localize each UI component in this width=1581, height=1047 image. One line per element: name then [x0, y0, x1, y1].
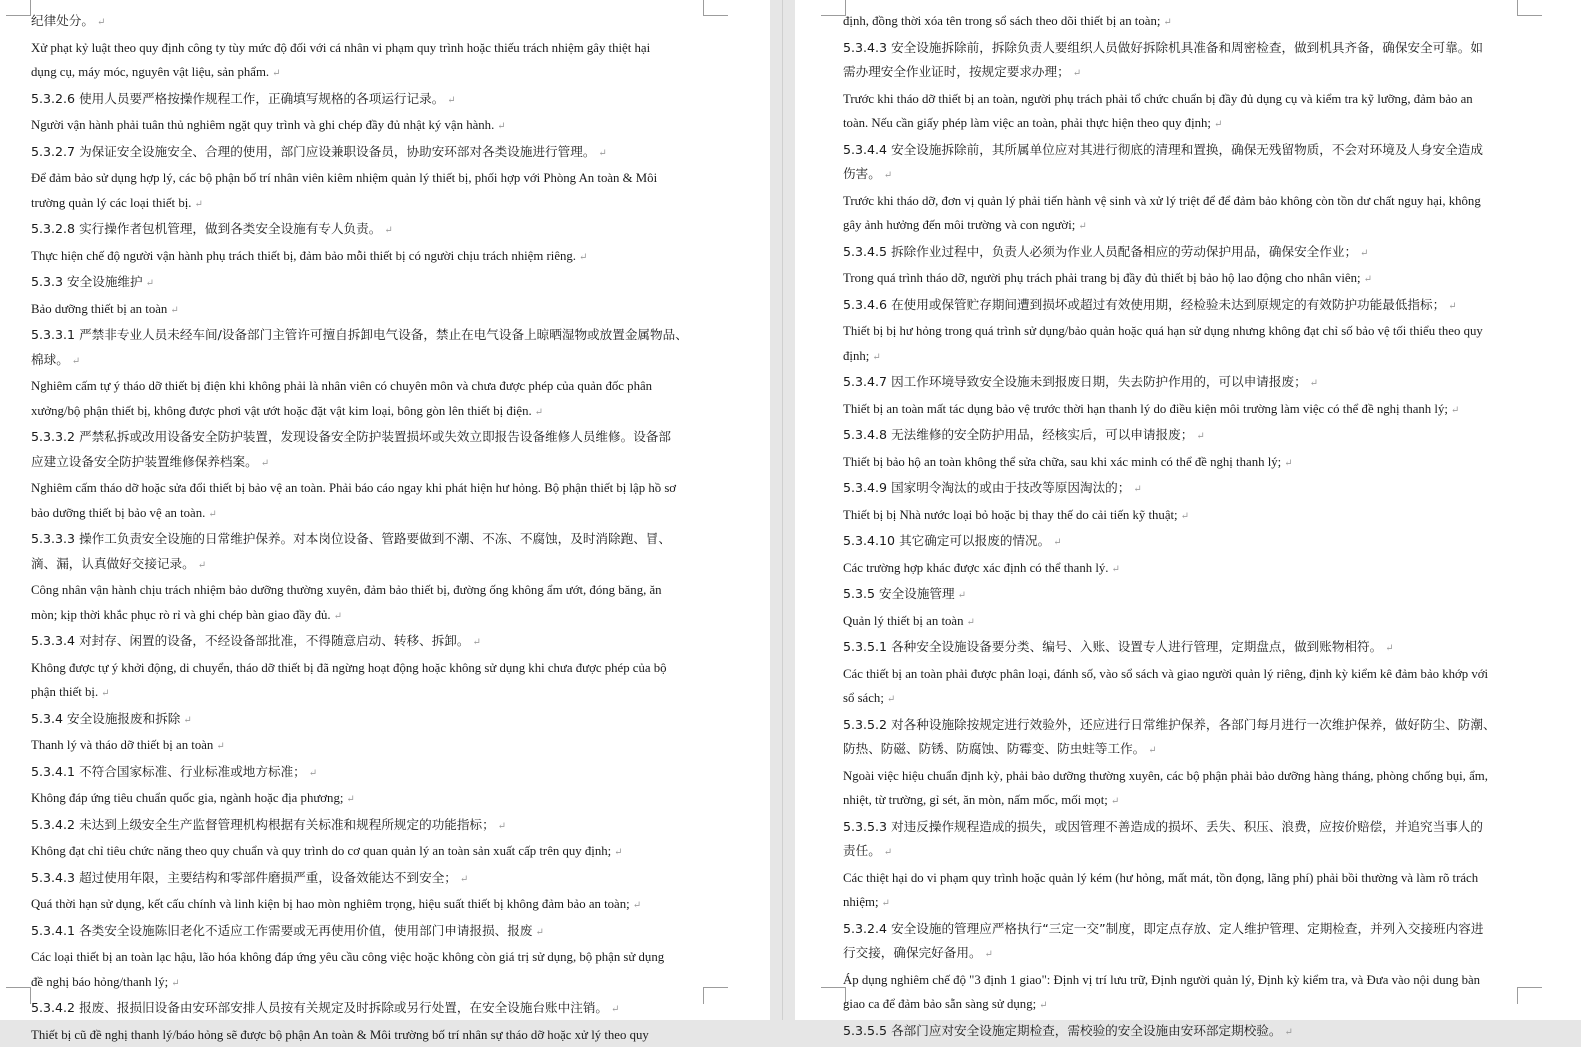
text-line	[31, 166, 721, 191]
text-line	[31, 866, 721, 893]
text-line-content: Áp dụng nghiêm chế độ "3 định 1 giao": Định vị trí lưu trữ, Định người quản lý, Định kỳ kiểm tra, và Đưa vào nội dung bàn	[843, 973, 1480, 987]
text-line	[31, 9, 721, 36]
text-line-content: 伤害。	[843, 166, 881, 181]
text-line-content: Các thiệt hại do vi phạm quy trình hoặc quản lý kém (hư hỏng, mất mát, tồn đọng, lãng phí) phải bồi thường và làm rõ trách	[843, 871, 1478, 885]
text-line-content: 纪律处分。	[31, 13, 94, 28]
text-line-content: đề nghị báo hỏng/thanh lý;	[31, 975, 168, 989]
text-line-content: Các thiết bị an toàn phải được phân loại, đánh số, vào sổ sách và giao người quản lý riêng, định kỳ kiểm kê đảm bảo khớp với	[843, 667, 1488, 681]
text-line	[31, 60, 721, 87]
text-line-content: Thiết bị bảo hộ an toàn không thể sửa chữa, sau khi xác minh có thể đề nghị thanh lý;	[843, 455, 1281, 469]
text-line	[843, 635, 1536, 662]
paragraph-mark-icon: ↵	[872, 352, 880, 363]
text-line-content: Không được tự ý khởi động, di chuyển, tháo dỡ thiết bị đã ngừng hoạt động hoặc không sử dụng khi chưa được phép của bộ	[31, 661, 667, 675]
text-line	[843, 319, 1536, 344]
paragraph-mark-icon: ↵	[1163, 17, 1171, 28]
text-line-content: 5.3.4.3 安全设施拆除前，拆除负责人要组织人员做好拆除机具准备和周密检查，做到机具齐备，确保安全可靠。如	[843, 40, 1483, 55]
text-column-right[interactable]	[843, 9, 1536, 1045]
page-gap-line	[782, 0, 783, 1020]
paragraph-mark-icon: ↵	[170, 305, 178, 316]
text-line-content: 5.3.4.5 拆除作业过程中，负责人必须为作业人员配备相应的劳动保护用品，确保安全作业；	[843, 244, 1357, 259]
text-line	[31, 1023, 721, 1047]
text-line	[843, 9, 1536, 36]
text-line	[31, 113, 721, 140]
paragraph-mark-icon: ↵	[958, 590, 966, 601]
paragraph-mark-icon: ↵	[1039, 1000, 1047, 1011]
text-line	[843, 450, 1536, 477]
text-line-content: Trước khi tháo dỡ, đơn vị quản lý phải tiến hành vệ sinh và xử lý triệt để để đảm bảo không còn tồn dư chất nguy hại, không	[843, 194, 1481, 208]
text-line	[843, 788, 1536, 815]
text-line	[843, 138, 1536, 163]
text-line	[843, 609, 1536, 636]
text-line	[843, 686, 1536, 713]
text-line-content: 5.3.2.7 为保证安全设施安全、合理的使用，部门应设兼职设备员，协助安环部对各类设施进行管理。	[31, 144, 595, 159]
text-line-content: Ngoài việc hiệu chuẩn định kỳ, phải bảo dưỡng thường xuyên, các bộ phận phải bảo dưỡng hàng tháng, phòng chống bụi, ẩm,	[843, 769, 1488, 783]
text-line-content: xưởng/bộ phận thiết bị, không được phơi vật ướt hoặc đặt vật kim loại, bông gòn lên thiết bị điện.	[31, 404, 532, 418]
paragraph-mark-icon: ↵	[614, 847, 622, 858]
text-line-content: 5.3.4.4 安全设施拆除前，其所属单位应对其进行彻底的清理和置换，确保无残留物质，不会对环境及人身安全造成	[843, 142, 1483, 157]
text-line-content: Nghiêm cấm tự ý tháo dỡ thiết bị điện khi không phải là nhân viên có chuyên môn và chưa được phép của quản đốc phân	[31, 379, 652, 393]
text-line	[31, 733, 721, 760]
paragraph-mark-icon: ↵	[72, 356, 80, 367]
text-line	[843, 556, 1536, 583]
text-line-content: 5.3.4.1 各类安全设施陈旧老化不适应工作需要或无再使用价值，使用部门申请报损、报废	[31, 923, 532, 938]
paragraph-mark-icon: ↵	[460, 874, 468, 885]
paragraph-mark-icon: ↵	[447, 95, 455, 106]
paragraph-mark-icon: ↵	[598, 148, 606, 159]
text-line	[31, 425, 721, 450]
text-line-content: Nghiêm cấm tháo dỡ hoặc sửa đổi thiết bị bảo vệ an toàn. Phải báo cáo ngay khi phát hiện hư hỏng. Bộ phận thiết bị lập hồ sơ	[31, 481, 676, 495]
text-line	[843, 529, 1536, 556]
paragraph-mark-icon: ↵	[985, 949, 993, 960]
paragraph-mark-icon: ↵	[1284, 458, 1292, 469]
paragraph-mark-icon: ↵	[261, 458, 269, 469]
text-line-content: định, đồng thời xóa tên trong sổ sách theo dõi thiết bị an toàn;	[843, 14, 1160, 28]
text-line	[31, 945, 721, 970]
paragraph-mark-icon: ↵	[535, 927, 543, 938]
paragraph-mark-icon: ↵	[1451, 405, 1459, 416]
text-line	[31, 656, 721, 681]
paragraph-mark-icon: ↵	[535, 407, 543, 418]
text-line	[843, 293, 1536, 320]
paragraph-mark-icon: ↵	[146, 278, 154, 289]
text-line	[843, 815, 1536, 840]
text-line-content: Người vận hành phải tuân thủ nghiêm ngặt quy trình và ghi chép đầy đủ nhật ký vận hành.	[31, 118, 494, 132]
text-line	[843, 503, 1536, 530]
paragraph-mark-icon: ↵	[1111, 796, 1119, 807]
paragraph-mark-icon: ↵	[1364, 274, 1372, 285]
text-line-content: 5.3.5.3 对违反操作规程造成的损失，或因管理不善造成的损坏、丢失、积压、浪费，应按价赔偿，并追究当事人的	[843, 819, 1483, 834]
text-line-content: Quá thời hạn sử dụng, kết cấu chính và linh kiện bị hao mòn nghiêm trọng, hiệu suất thiết bị không đảm bảo an toàn;	[31, 897, 630, 911]
text-line	[843, 162, 1536, 189]
text-line	[843, 764, 1536, 789]
text-line	[843, 266, 1536, 293]
paragraph-mark-icon: ↵	[198, 560, 206, 571]
paragraph-mark-icon: ↵	[334, 611, 342, 622]
text-line	[31, 578, 721, 603]
text-line	[31, 603, 721, 630]
paragraph-mark-icon: ↵	[1053, 537, 1061, 548]
text-line-content: Thiết bị bị Nhà nước loại bỏ hoặc bị thay thế do cải tiến kỹ thuật;	[843, 508, 1178, 522]
paragraph-mark-icon: ↵	[183, 715, 191, 726]
document-page-left[interactable]	[0, 0, 770, 1020]
text-line	[843, 111, 1536, 138]
paragraph-mark-icon: ↵	[1148, 745, 1156, 756]
text-line	[843, 213, 1536, 240]
paragraph-mark-icon: ↵	[1078, 221, 1086, 232]
text-line	[843, 60, 1536, 87]
paragraph-mark-icon: ↵	[194, 199, 202, 210]
paragraph-mark-icon: ↵	[498, 821, 506, 832]
paragraph-mark-icon: ↵	[579, 252, 587, 263]
text-line-content: 5.3.4.9 国家明令淘汰的或由于技改等原因淘汰的；	[843, 480, 1130, 495]
text-line-content: 5.3.4.6 在使用或保管贮存期间遭到损坏或超过有效使用期，经检验未达到原规定的有效防护功能最低指标；	[843, 297, 1445, 312]
text-line-content: Quản lý thiết bị an toàn	[843, 614, 963, 628]
text-line	[843, 423, 1536, 450]
text-line	[31, 501, 721, 528]
text-line-content: Bảo dưỡng thiết bị an toàn	[31, 302, 167, 316]
text-line-content: 防热、防磁、防锈、防腐蚀、防霉变、防虫蛀等工作。	[843, 741, 1145, 756]
text-line-content: 5.3.4.3 超过使用年限，主要结构和零部件磨损严重，设备效能达不到安全；	[31, 870, 457, 885]
text-line-content: Thiết bị cũ đề nghị thanh lý/báo hỏng sẽ được bộ phận An toàn & Môi trường bố trí nhân sự tháo dỡ hoặc xử lý theo quy	[31, 1028, 649, 1042]
text-line-content: Các loại thiết bị an toàn lạc hậu, lão hóa không đáp ứng yêu cầu công việc hoặc không còn giá trị sử dụng, bộ phận sử dụng	[31, 950, 664, 964]
paragraph-mark-icon: ↵	[97, 17, 105, 28]
text-line	[31, 244, 721, 271]
text-line	[31, 399, 721, 426]
text-line-content: 5.3.4.10 其它确定可以报废的情况。	[843, 533, 1050, 548]
text-line	[843, 968, 1536, 993]
text-line-content: giao ca để đảm bảo sẵn sàng sử dụng;	[843, 997, 1036, 1011]
text-line	[31, 919, 721, 946]
text-line	[31, 36, 721, 61]
text-line-content: Thanh lý và tháo dỡ thiết bị an toàn	[31, 738, 213, 752]
paragraph-mark-icon: ↵	[1112, 564, 1120, 575]
text-line-content: phận thiết bị.	[31, 685, 98, 699]
text-line-content: 5.3.4 安全设施报废和拆除	[31, 711, 180, 726]
text-line	[843, 1019, 1536, 1046]
text-line-content: 5.3.4.7 因工作环境导致安全设施未到报废日期，失去防护作用的，可以申请报废；	[843, 374, 1307, 389]
text-line	[31, 527, 721, 552]
paragraph-mark-icon: ↵	[1284, 1027, 1292, 1038]
paragraph-mark-icon: ↵	[1214, 119, 1222, 130]
paragraph-mark-icon: ↵	[171, 978, 179, 989]
text-line	[843, 866, 1536, 891]
text-line	[31, 374, 721, 399]
text-line-content: Thực hiện chế độ người vận hành phụ trách thiết bị, đảm bảo mỗi thiết bị có người chịu trách nhiệm riêng.	[31, 249, 576, 263]
text-line	[843, 476, 1536, 503]
text-line-content: 5.3.5.1 各种安全设施设备要分类、编号、入账、设置专人进行管理，定期盘点，做到账物相符。	[843, 639, 1382, 654]
text-line	[843, 992, 1536, 1019]
text-line	[843, 713, 1536, 738]
text-line	[843, 397, 1536, 424]
paragraph-mark-icon: ↵	[216, 741, 224, 752]
paragraph-mark-icon: ↵	[208, 509, 216, 520]
text-line-content: nhiệt, từ trường, gỉ sét, ăn mòn, nấm mốc, mối mọt;	[843, 793, 1108, 807]
text-line	[843, 87, 1536, 112]
paragraph-mark-icon: ↵	[1385, 643, 1393, 654]
text-line	[31, 450, 721, 477]
text-line-content: 应建立设备安全防护装置维修保养档案。	[31, 454, 258, 469]
text-line-content: mòn; kịp thời khắc phục rò rỉ và ghi chép bàn giao đầy đủ.	[31, 608, 331, 622]
text-line	[31, 760, 721, 787]
text-line-content: 5.3.4.1 不符合国家标准、行业标准或地方标准；	[31, 764, 306, 779]
text-line-content: Công nhân vận hành chịu trách nhiệm bảo dưỡng thường xuyên, đảm bảo thiết bị, đường ống không ẩm ướt, đóng băng, ăn	[31, 583, 662, 597]
paragraph-mark-icon: ↵	[884, 170, 892, 181]
text-line	[31, 970, 721, 997]
text-line-content: trường quản lý các loại thiết bị.	[31, 196, 191, 210]
document-page-right[interactable]	[795, 0, 1581, 1020]
text-line-content: sổ sách;	[843, 691, 884, 705]
text-line	[31, 680, 721, 707]
text-line	[31, 476, 721, 501]
text-line	[843, 737, 1536, 764]
text-line	[31, 87, 721, 114]
text-line	[31, 707, 721, 734]
text-line	[31, 786, 721, 813]
text-line-content: 5.3.2.6 使用人员要严格按操作规程工作，正确填写规格的各项运行记录。	[31, 91, 444, 106]
paragraph-mark-icon: ↵	[611, 1004, 619, 1015]
text-line	[843, 582, 1536, 609]
text-line-content: toàn. Nếu cần giấy phép làm việc an toàn, phải thực hiện theo quy định;	[843, 116, 1211, 130]
text-line	[31, 323, 721, 348]
text-line-content: 责任。	[843, 843, 881, 858]
text-line-content: 5.3.5.5 各部门应对安全设施定期检查，需校验的安全设施由安环部定期校验。	[843, 1023, 1281, 1038]
text-line	[31, 813, 721, 840]
paragraph-mark-icon: ↵	[309, 768, 317, 779]
text-line	[31, 217, 721, 244]
text-line	[843, 839, 1536, 866]
text-line	[843, 662, 1536, 687]
text-line-content: Không đáp ứng tiêu chuẩn quốc gia, ngành hoặc địa phương;	[31, 791, 343, 805]
text-line-content: 5.3.2.8 实行操作者包机管理，做到各类安全设施有专人负责。	[31, 221, 381, 236]
text-line-content: 5.3.4.2 未达到上级安全生产监督管理机构根据有关标准和规程所规定的功能指标；	[31, 817, 495, 832]
text-line	[31, 270, 721, 297]
text-line-content: Trước khi tháo dỡ thiết bị an toàn, người phụ trách phải tổ chức chuẩn bị đầy đủ dụng cụ và kiểm tra kỹ lưỡng, đảm bảo an	[843, 92, 1473, 106]
text-line-content: 棉球。	[31, 352, 69, 367]
text-line	[843, 240, 1536, 267]
text-line	[843, 189, 1536, 214]
crop-mark-bottom-left	[6, 987, 31, 1004]
text-line-content: Xử phạt kỷ luật theo quy định công ty tùy mức độ đối với cá nhân vi phạm quy trình hoặc thiếu trách nhiệm gây thiệt hại	[31, 41, 650, 55]
text-line-content: 5.3.5 安全设施管理	[843, 586, 955, 601]
paragraph-mark-icon: ↵	[882, 898, 890, 909]
text-line	[31, 297, 721, 324]
text-line	[843, 917, 1536, 942]
paragraph-mark-icon: ↵	[472, 637, 480, 648]
text-line-content: Trong quá trình tháo dỡ, người phụ trách phải trang bị đầy đủ thiết bị bảo hộ lao động cho nhân viên;	[843, 271, 1361, 285]
paragraph-mark-icon: ↵	[1073, 68, 1081, 79]
text-line-content: gây ảnh hưởng đến môi trường và con người;	[843, 218, 1075, 232]
text-line	[31, 348, 721, 375]
paragraph-mark-icon: ↵	[384, 225, 392, 236]
text-line-content: 5.3.3.4 对封存、闲置的设备，不经设备部批准，不得随意启动、转移、拆卸。	[31, 633, 469, 648]
text-column-left[interactable]	[31, 9, 721, 1047]
text-line-content: 5.3.5.2 对各种设施除按规定进行效验外，还应进行日常维护保养，各部门每月进行一次维护保养，做好防尘、防潮、	[843, 717, 1496, 732]
text-line-content: 5.3.3.2 严禁私拆或改用设备安全防护装置，发现设备安全防护装置损坏或失效立即报告设备维修人员维修。设备部	[31, 429, 671, 444]
text-line	[31, 552, 721, 579]
text-line-content: Thiết bị an toàn mất tác dụng bảo vệ trước thời hạn thanh lý do điều kiện môi trường làm việc có thể đề nghị thanh lý;	[843, 402, 1448, 416]
text-line-content: 5.3.2.4 安全设施的管理应严格执行“三定一交”制度，即定点存放、定人维护管理、定期检查，并列入交接班内容进	[843, 921, 1483, 936]
text-line	[31, 191, 721, 218]
text-line-content: bảo dưỡng thiết bị bảo vệ an toàn.	[31, 506, 205, 520]
text-line	[843, 890, 1536, 917]
paragraph-mark-icon: ↵	[887, 694, 895, 705]
text-line-content: Thiết bị bị hư hỏng trong quá trình sử dụng/bảo quản hoặc quá hạn sử dụng nhưng không đạt chỉ số bảo vệ tối thiểu theo quy	[843, 324, 1483, 338]
crop-mark-top-left	[6, 0, 31, 16]
text-line-content: Không đạt chỉ tiêu chức năng theo quy chuẩn và quy trình do cơ quan quản lý an toàn sản xuất cấp trên quy định;	[31, 844, 611, 858]
text-line	[843, 344, 1536, 371]
paragraph-mark-icon: ↵	[633, 900, 641, 911]
paragraph-mark-icon: ↵	[1310, 378, 1318, 389]
text-line	[843, 941, 1536, 968]
text-line-content: Các trường hợp khác được xác định có thể thanh lý.	[843, 561, 1109, 575]
paragraph-mark-icon: ↵	[1133, 484, 1141, 495]
paragraph-mark-icon: ↵	[1360, 248, 1368, 259]
text-line-content: định;	[843, 349, 869, 363]
text-line	[31, 996, 721, 1023]
paragraph-mark-icon: ↵	[1196, 431, 1204, 442]
text-line-content: 5.3.4.2 报废、报损旧设备由安环部安排人员按有关规定及时拆除或另行处置，在安全设施台账中注销。	[31, 1000, 608, 1015]
text-line-content: 滴、漏，认真做好交接记录。	[31, 556, 195, 571]
text-line	[31, 839, 721, 866]
text-line-content: 行交接，确保完好备用。	[843, 945, 982, 960]
paragraph-mark-icon: ↵	[1448, 301, 1456, 312]
paragraph-mark-icon: ↵	[966, 617, 974, 628]
paragraph-mark-icon: ↵	[1181, 511, 1189, 522]
text-line	[31, 892, 721, 919]
text-line	[31, 629, 721, 656]
text-line	[31, 140, 721, 167]
paragraph-mark-icon: ↵	[346, 794, 354, 805]
text-line	[843, 370, 1536, 397]
text-line-content: 5.3.3 安全设施维护	[31, 274, 143, 289]
paragraph-mark-icon: ↵	[101, 688, 109, 699]
text-line-content: nhiệm;	[843, 895, 879, 909]
text-line-content: Để đảm bảo sử dụng hợp lý, các bộ phận bố trí nhân viên kiêm nhiệm quản lý thiết bị, phối hợp với Phòng An toàn & Môi	[31, 171, 657, 185]
text-line-content: 5.3.3.3 操作工负责安全设施的日常维护保养。对本岗位设备、管路要做到不潮、不冻、不腐蚀，及时消除跑、冒、	[31, 531, 671, 546]
text-line-content: 5.3.4.8 无法维修的安全防护用品，经核实后，可以申请报废；	[843, 427, 1193, 442]
paragraph-mark-icon: ↵	[272, 68, 280, 79]
text-line-content: dụng cụ, máy móc, nguyên vật liệu, sản phẩm.	[31, 65, 269, 79]
text-line	[843, 36, 1536, 61]
paragraph-mark-icon: ↵	[497, 121, 505, 132]
text-line-content: 需办理安全作业证时，按规定要求办理；	[843, 64, 1070, 79]
text-line-content: 5.3.3.1 严禁非专业人员未经车间/设备部门主管许可擅自拆卸电气设备，禁止在电气设备上晾晒湿物或放置金属物品、	[31, 327, 688, 342]
paragraph-mark-icon: ↵	[884, 847, 892, 858]
